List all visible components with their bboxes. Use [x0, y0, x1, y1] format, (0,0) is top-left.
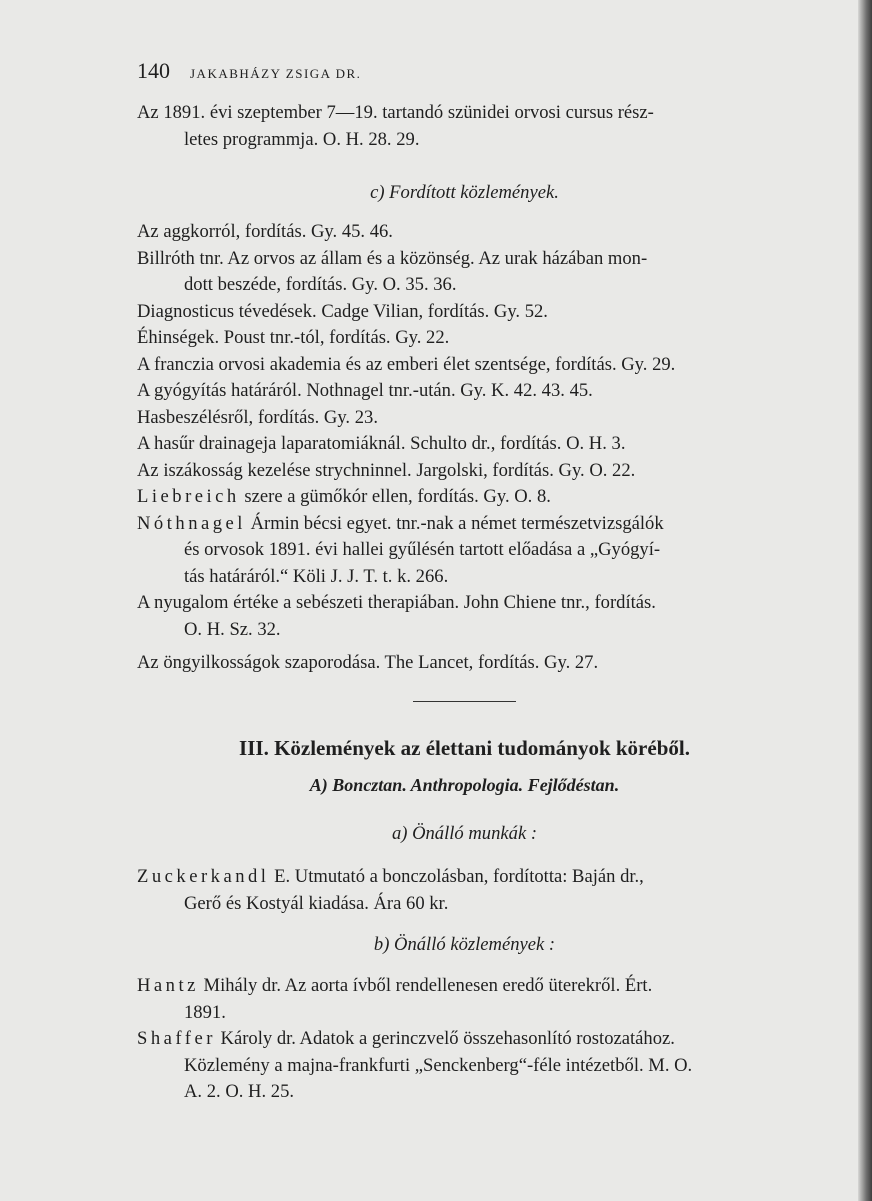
- section-iii-subheading-wrap: [137, 775, 792, 796]
- entry-line: Közlemény a majna-frankfurti „Senckenberg“-féle intézetből. M. O.: [184, 1054, 693, 1076]
- intro-line: Az 1891. évi szeptember 7—19. tartandó szünidei orvosi cursus rész-: [137, 102, 654, 123]
- list-item: [137, 590, 792, 643]
- entry-line: [137, 973, 792, 1000]
- sub-a-heading: a) Önálló munkák :: [391, 823, 538, 844]
- section-divider: [413, 701, 516, 702]
- list-item: Éhinségek. Poust tnr.-tól, fordítás. Gy. 22.: [137, 327, 450, 348]
- entry-text: Ármin bécsi egyet. tnr.-nak a német természetvizsgálók: [245, 512, 664, 534]
- entry-line: A nyugalom értéke a sebészeti therapiában. John Chiene tnr., fordítás.: [137, 592, 656, 613]
- entry-line: [137, 511, 792, 538]
- sub-a-heading-wrap: [137, 823, 792, 845]
- entry-line: [137, 864, 792, 891]
- list-item: [137, 511, 792, 591]
- page-header: [137, 58, 361, 84]
- section-iii-subheading: A) Boncztan. Anthropologia. Fejlődéstan.: [309, 775, 620, 795]
- entry-line: 1891.: [184, 1001, 226, 1023]
- entry-text: Károly dr. Adatok a gerinczvelő összehasonlító rostozatához.: [215, 1028, 675, 1049]
- sub-b-heading-wrap: [137, 934, 792, 956]
- section-c-heading-wrap: [137, 182, 792, 204]
- list-item: Az aggkorról, fordítás. Gy. 45. 46.: [137, 221, 393, 242]
- section-c-heading: c) Fordított közlemények.: [370, 182, 559, 203]
- list-item: A hasűr drainageja laparatomiáknál. Schulto dr., fordítás. O. H. 3.: [137, 433, 626, 454]
- list-item: A franczia orvosi akademia és az emberi élet szentsége, fordítás. Gy. 29.: [137, 353, 676, 375]
- entry-line: A. 2. O. H. 25.: [184, 1081, 295, 1102]
- author-name: Liebreich: [137, 486, 240, 507]
- author-name: Shaffer: [137, 1028, 216, 1049]
- page-edge-shadow: [858, 0, 872, 1201]
- author-name: Hantz: [137, 975, 199, 996]
- list-item: A gyógyítás határáról. Nothnagel tnr.-után. Gy. K. 42. 43. 45.: [137, 380, 593, 401]
- entry-line: és orvosok 1891. évi hallei gyűlésén tartott előadása a „Gyógyí-: [184, 539, 661, 560]
- list-item: Az öngyilkosságok szaporodása. The Lancet, fordítás. Gy. 27.: [137, 652, 599, 673]
- list-item: [137, 246, 792, 299]
- intro-paragraph: [137, 100, 792, 153]
- list-item: [137, 484, 792, 511]
- author-name: Zuckerkandl: [137, 866, 270, 887]
- section-iii-heading-wrap: [137, 736, 792, 761]
- entry-text: Mihály dr. Az aorta ívből rendellenesen eredő üterekről. Ért.: [198, 975, 653, 996]
- running-head: JAKABHÁZY ZSIGA DR.: [190, 66, 362, 81]
- entry-line: O. H. Sz. 32.: [184, 618, 281, 640]
- sub-b-entries: [137, 973, 792, 1106]
- sub-b-heading: b) Önálló közlemények :: [373, 934, 556, 955]
- entry-text: E. Utmutató a bonczolásban, fordította: Baján dr.,: [269, 866, 644, 887]
- entry-line: dott beszéde, fordítás. Gy. O. 35. 36.: [184, 274, 457, 295]
- sub-a-entries: [137, 864, 792, 917]
- entry-line: Gerő és Kostyál kiadása. Ára 60 kr.: [184, 892, 449, 914]
- list-item: Hasbeszélésről, fordítás. Gy. 23.: [137, 406, 378, 428]
- list-item: Az iszákosság kezelése strychninnel. Jargolski, fordítás. Gy. O. 22.: [137, 459, 636, 481]
- intro-line: letes programmja. O. H. 28. 29.: [184, 128, 420, 150]
- author-name: Nóthnagel: [137, 512, 246, 534]
- entry-text: szere a gümőkór ellen, fordítás. Gy. O. 8.: [239, 486, 551, 507]
- entry-line: Billróth tnr. Az orvos az állam és a közönség. Az urak házában mon-: [137, 247, 648, 269]
- section-c-entries: [137, 219, 792, 677]
- entry-line: tás határáról.“ Köli J. J. T. t. k. 266.: [184, 565, 449, 587]
- section-iii-heading: III. Közlemények az élettani tudományok köréből.: [239, 736, 690, 760]
- entry-line: [137, 1026, 792, 1053]
- list-item: Diagnosticus tévedések. Cadge Vilian, fordítás. Gy. 52.: [137, 300, 548, 322]
- page-number: 140: [137, 58, 170, 83]
